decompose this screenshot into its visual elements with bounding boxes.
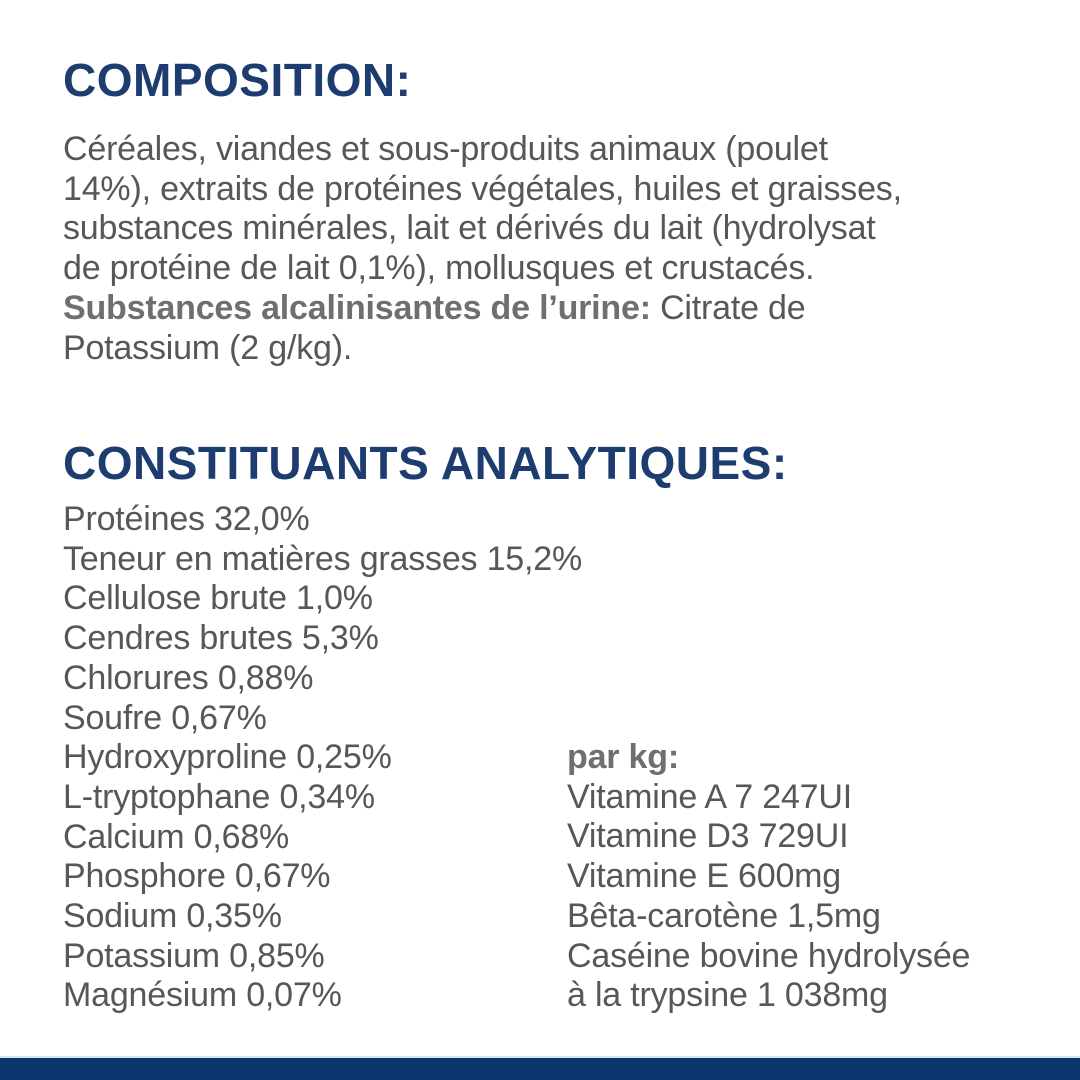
list-item: Caséine bovine hydrolysée (567, 936, 971, 975)
list-item: Protéines 32,0% (63, 500, 310, 538)
composition-line: substances minérales, lait et dérivés du lait (hydrolysat (63, 209, 876, 248)
analytics-left-list (63, 500, 582, 1016)
list-item: Sodium 0,35% (63, 897, 282, 936)
composition-line: Céréales, viandes et sous-produits animaux (poulet (63, 130, 828, 168)
list-item: Magnésium 0,07% (63, 976, 342, 1015)
per-kg-label: par kg: (567, 738, 679, 776)
list-item: Chlorures 0,88% (63, 658, 314, 697)
per-kg-list (567, 738, 970, 1016)
list-item: Hydroxyproline 0,25% (63, 738, 392, 777)
composition-line: Potassium (2 g/kg). (63, 328, 353, 367)
list-item: Calcium 0,68% (63, 817, 290, 856)
list-item: à la trypsine 1 038mg (567, 976, 888, 1015)
composition-heading: COMPOSITION: (63, 54, 412, 106)
list-item: Bêta-carotène 1,5mg (567, 896, 881, 935)
footer-bar (0, 1056, 1080, 1080)
urine-alkalizing-label: Substances alcalinisantes de l’urine: (63, 288, 651, 327)
composition-paragraph (63, 130, 902, 368)
list-item: Vitamine E 600mg (567, 857, 841, 896)
list-item: Potassium 0,85% (63, 936, 325, 975)
composition-line: 14%), extraits de protéines végétales, huiles et graisses, (63, 169, 902, 208)
list-item: L-tryptophane 0,34% (63, 777, 375, 816)
list-item: Cendres brutes 5,3% (63, 619, 379, 658)
analytics-heading: CONSTITUANTS ANALYTIQUES: (63, 437, 788, 489)
list-item: Soufre 0,67% (63, 698, 267, 737)
list-item: Teneur en matières grasses 15,2% (63, 539, 582, 578)
urine-alkalizing-value: Citrate de (650, 288, 806, 327)
list-item: Phosphore 0,67% (63, 857, 331, 896)
list-item: Vitamine A 7 247UI (567, 777, 852, 816)
list-item: Cellulose brute 1,0% (63, 579, 373, 618)
list-item: Vitamine D3 729UI (567, 817, 849, 856)
composition-line: de protéine de lait 0,1%), mollusques et crustacés. (63, 249, 815, 288)
composition-line (63, 289, 902, 329)
